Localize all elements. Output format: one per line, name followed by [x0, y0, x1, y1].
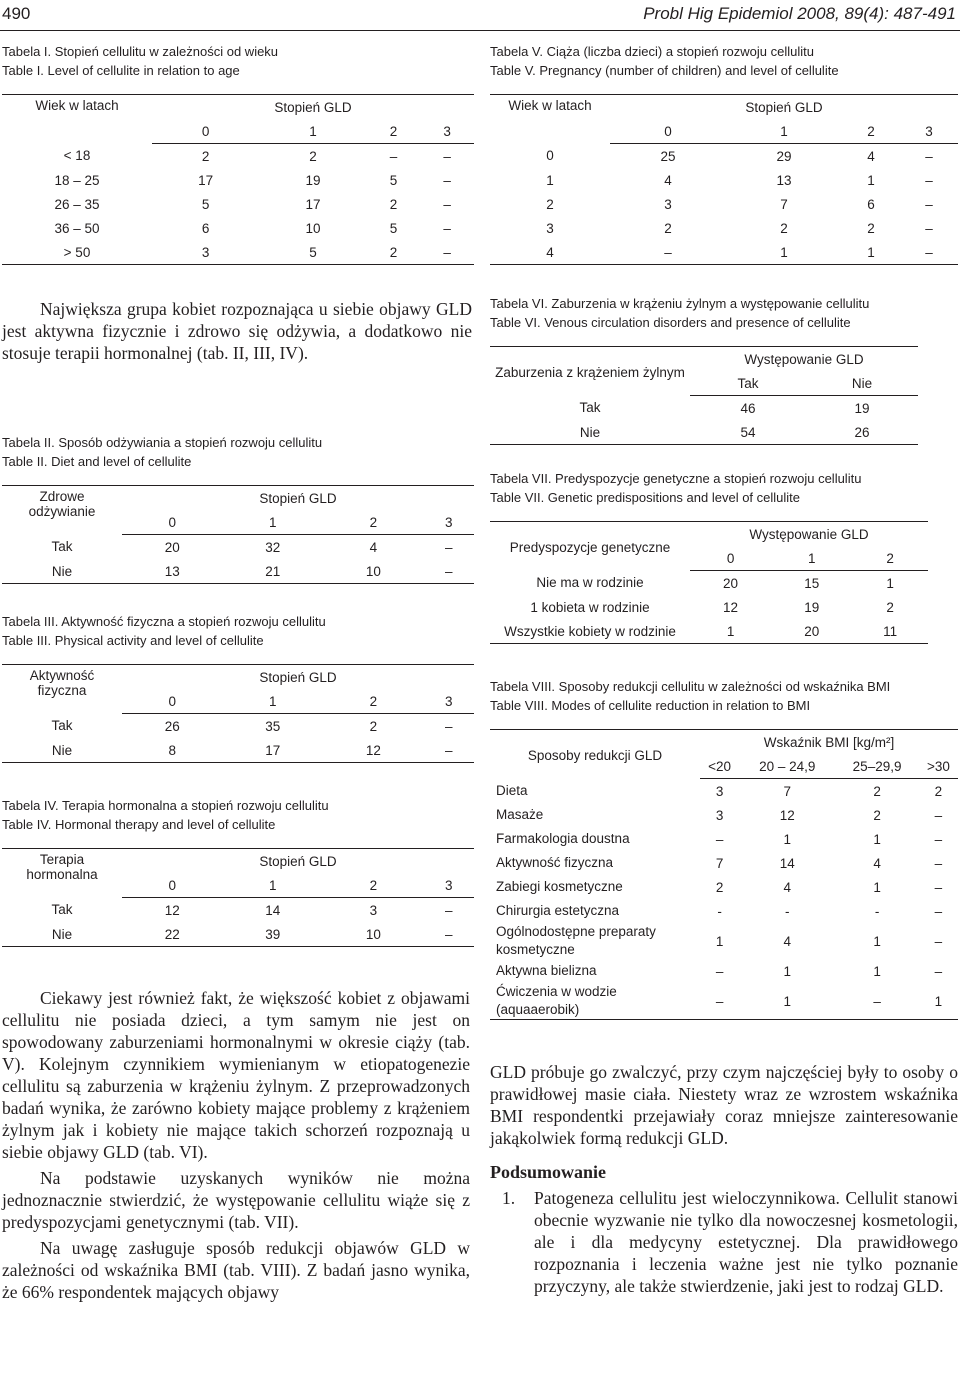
table-cell: – — [443, 172, 451, 188]
table-row — [2, 216, 474, 240]
table-cell: 7 — [715, 855, 724, 871]
table-cell: 1 — [873, 879, 881, 895]
table-cell: 10 — [323, 559, 424, 584]
table-cell: 3 — [152, 240, 259, 265]
row-header-cell: Sposoby redukcji GLD — [527, 748, 663, 764]
list-number: 1. — [502, 1188, 516, 1208]
table-row — [490, 779, 958, 804]
table-cell: 17 — [223, 738, 324, 763]
table-cell: 6 — [201, 220, 210, 236]
table-cell: 25 — [660, 148, 676, 164]
table-cell: 1 kobieta w rodzinie — [530, 599, 650, 615]
table-4 — [2, 848, 474, 947]
header-row — [2, 849, 474, 874]
table-cell: 4 — [490, 240, 610, 265]
table-row — [2, 559, 474, 584]
table-cell: 1 — [715, 933, 724, 949]
table-cell: 5 — [389, 172, 398, 188]
table-cell: – — [715, 831, 724, 847]
table-cell: 10 — [305, 220, 321, 236]
table-row — [2, 144, 474, 169]
table-cell: – — [420, 240, 474, 265]
table-cell: 7 — [783, 783, 792, 799]
table-cell: – — [424, 922, 474, 947]
table-cell: 26 — [164, 718, 180, 734]
table-cell: – — [715, 963, 724, 979]
table-cell: – — [835, 983, 918, 1020]
subheader-cell: 0 — [610, 119, 726, 144]
column-header-line: Aktywność — [29, 668, 95, 683]
table-cell: 21 — [223, 559, 324, 584]
page-number: 490 — [2, 4, 31, 23]
table-cell: 26 – 35 — [54, 196, 100, 212]
table-cell: 3 — [546, 220, 554, 236]
table-3-caption-en: Table III. Physical activity and level of cellulite — [2, 633, 264, 648]
paragraph-text: Największa grupa kobiet rozpoznająca u siebie objawy GLD jest aktywna fizycznie i zdrowo się odżywia, a dodatkowo nie stosuje terapii hormonalnej (tab. II, III, IV). — [2, 299, 472, 363]
table-6 — [490, 346, 918, 445]
column-header-line: Zdrowe — [39, 489, 85, 504]
row-header-cell: Wiek w latach — [35, 98, 119, 113]
table-cell: 20 — [723, 575, 739, 591]
paragraph-text: Na uwagę zasługuje sposób redukcji objawów GLD w zależności od wskaźnika BMI (tab. VIII). Z badań jasno wynika, że 66% respondentek mających objawy — [2, 1238, 470, 1302]
subheader-cell: 1 — [223, 873, 324, 898]
table-cell: 3 — [715, 807, 724, 823]
row-header-cell: Wiek w latach — [508, 98, 592, 113]
group-header-cell: Stopień GLD — [259, 669, 337, 685]
table-cell: – — [925, 172, 933, 188]
column-header-line: odżywianie — [28, 504, 96, 519]
subheader-cell: 2 — [323, 689, 424, 714]
table-cell: 2 — [201, 148, 210, 164]
header-row — [2, 665, 474, 690]
subheader-cell: 0 — [690, 546, 771, 571]
section-heading: Podsumowanie — [490, 1162, 607, 1182]
table-cell: 14 — [779, 855, 795, 871]
table-cell: 3 — [664, 196, 672, 212]
subheader-cell: 2 — [323, 873, 424, 898]
table-cell: 2 — [873, 783, 881, 799]
table-cell: 4 — [873, 855, 881, 871]
table-cell: – — [934, 855, 943, 871]
left-body-text — [2, 987, 470, 1303]
summary-list-item — [490, 1187, 958, 1297]
table-cell: – — [445, 718, 453, 734]
table-cell: 3 — [369, 902, 378, 918]
table-3-caption-pl: Tabela III. Aktywność fizyczna a stopień rozwoju cellulitu — [2, 614, 326, 629]
table-cell: 18 – 25 — [54, 172, 100, 188]
table-cell: 1 — [783, 963, 792, 979]
table-cell: 20 — [771, 619, 852, 644]
table-cell: 8 — [122, 738, 223, 763]
column-header-line: Terapia — [39, 852, 85, 867]
table-cell: Tak — [579, 400, 601, 416]
table-3-block — [2, 612, 474, 763]
table-cell: 39 — [223, 922, 324, 947]
table-cell: – — [925, 148, 933, 164]
group-header-cell: Stopień GLD — [259, 853, 337, 869]
table-cell: 1 — [842, 240, 900, 265]
table-cell: 1 — [546, 172, 554, 188]
subheader-cell: 25–29,9 — [835, 754, 918, 779]
table-6-block — [490, 294, 918, 445]
table-cell: 4 — [369, 539, 378, 555]
table-8-block — [490, 677, 958, 1020]
right-body-text — [490, 1061, 958, 1297]
table-row — [490, 192, 958, 216]
table-4-caption-pl: Tabela IV. Terapia hormonalna a stopień rozwoju cellulitu — [2, 798, 329, 813]
table-cell: 26 — [806, 420, 918, 445]
table-cell: 2 — [934, 783, 943, 799]
table-cell: 2 — [886, 599, 894, 615]
table-cell: Aktywna bielizna — [496, 963, 597, 978]
table-1 — [2, 94, 474, 265]
table-5-caption-en: Table V. Pregnancy (number of children) and level of cellulite — [490, 63, 839, 78]
table-cell: 12 — [164, 902, 180, 918]
row-header-cell: Zaburzenia z krążeniem żylnym — [495, 365, 685, 381]
header-row — [490, 347, 918, 372]
subheader-cell: >30 — [919, 754, 958, 779]
table-cell: – — [925, 220, 933, 236]
group-header-cell: Stopień GLD — [745, 99, 823, 115]
table-cell: Chirurgia estetyczna — [496, 903, 620, 918]
table-cell: Nie — [490, 420, 690, 445]
table-cell: 10 — [323, 922, 424, 947]
table-cell: – — [443, 196, 451, 212]
header-row — [2, 486, 474, 511]
table-8-caption-en: Table VIII. Modes of cellulite reduction in relation to BMI — [490, 698, 811, 713]
table-cell: – — [389, 148, 398, 164]
table-row — [2, 168, 474, 192]
subheader-cell: Tak — [690, 371, 806, 396]
table-row — [490, 803, 958, 827]
table-cell: 17 — [305, 196, 321, 212]
group-header-cell: Występowanie GLD — [744, 351, 864, 367]
table-cell: Aktywność fizyczna — [496, 855, 614, 870]
table-row — [2, 192, 474, 216]
table-cell: 6 — [867, 196, 875, 212]
table-cell: – — [934, 879, 943, 895]
paragraph-text: Ciekawy jest również fakt, że większość kobiet z objawami cellulitu nie posiada dzieci, a tym samym nie jest on spowodowany zaburzeniami hormonalnymi w okresie ciąży (tab. V). Kolejnym czynnikiem wymienianym w etiopatogenezie cellulitu są zaburzenia w krążeniu żylnym. Z przeprowadzonych badań wynika, że zarówno kobiety mające problemy z krążeniem żylnym jak i kobiety nie mające takich schorzeń rozpoznają u siebie objawy GLD (tab. VI). — [2, 988, 470, 1162]
table-cell: – — [443, 220, 451, 236]
table-row — [490, 240, 958, 265]
subheader-cell: 0 — [122, 689, 223, 714]
table-cell: Nie — [2, 559, 122, 584]
table-row — [2, 240, 474, 265]
table-cell: Tak — [51, 539, 73, 555]
table-cell: 2 — [389, 196, 398, 212]
table-4-caption-en: Table IV. Hormonal therapy and level of cellulite — [2, 817, 276, 832]
table-cell: 2 — [780, 220, 788, 236]
table-cell: Wszystkie kobiety w rodzinie — [490, 619, 690, 644]
table-row — [2, 738, 474, 763]
column-header-line: fizyczna — [37, 683, 87, 698]
subheader-cell: 3 — [420, 119, 474, 144]
subheader-cell: 0 — [152, 119, 259, 144]
subheader-cell: 3 — [424, 689, 474, 714]
table-8-caption-pl: Tabela VIII. Sposoby redukcji cellulitu w zależności od wskaźnika BMI — [490, 679, 891, 694]
table-row — [490, 595, 928, 619]
table-cell: 1 — [739, 983, 835, 1020]
table-7 — [490, 521, 928, 644]
table-cell: Tak — [51, 902, 73, 918]
table-cell: 22 — [122, 922, 223, 947]
table-7-block — [490, 469, 928, 644]
row-header-cell: Predyspozycje genetyczne — [509, 540, 671, 556]
table-cell: Tak — [51, 718, 73, 734]
table-5-caption-pl: Tabela V. Ciąża (liczba dzieci) a stopień rozwoju cellulitu — [490, 44, 814, 59]
table-row — [490, 851, 958, 875]
table-4-block — [2, 796, 474, 947]
page-header — [0, 0, 960, 31]
table-cell: – — [700, 983, 739, 1020]
subheader-cell: 3 — [900, 119, 958, 144]
table-cell: – — [934, 933, 943, 949]
table-cell: – — [925, 196, 933, 212]
table-cell: < 18 — [63, 148, 91, 164]
table-cell: 46 — [740, 400, 756, 416]
table-2-block — [2, 433, 474, 584]
table-cell: > 50 — [2, 240, 152, 265]
table-1-caption-pl: Tabela I. Stopień cellulitu w zależności od wieku — [2, 44, 279, 59]
table-cell: 4 — [867, 148, 875, 164]
table-row — [490, 216, 958, 240]
subheader-cell: 3 — [424, 510, 474, 535]
row-header-cell — [2, 849, 122, 898]
table-cell: – — [445, 539, 453, 555]
table-cell: 5 — [259, 240, 366, 265]
group-header-cell: Wskaźnik BMI [kg/m²] — [763, 734, 895, 750]
subheader-cell: 20 – 24,9 — [739, 754, 835, 779]
subheader-cell: 1 — [223, 689, 324, 714]
table-cell: 15 — [804, 575, 820, 591]
journal-citation: Probl Hig Epidemiol 2008, 89(4): 487-491 — [643, 4, 956, 23]
table-cell: - — [717, 903, 722, 919]
subheader-cell: 1 — [726, 119, 842, 144]
table-row — [490, 827, 958, 851]
table-row — [490, 168, 958, 192]
table-1-caption-en: Table I. Level of cellulite in relation to age — [2, 63, 240, 78]
table-7-caption-en: Table VII. Genetic predispositions and level of cellulite — [490, 490, 801, 505]
table-cell: Ćwiczenia w wodzie (aquaaerobik) — [490, 983, 700, 1020]
table-cell: 54 — [690, 420, 806, 445]
table-cell: 3 — [715, 783, 724, 799]
table-cell: 4 — [783, 879, 792, 895]
subheader-cell: 0 — [122, 510, 223, 535]
table-3 — [2, 664, 474, 763]
table-cell: 12 — [723, 599, 739, 615]
group-header-cell: Stopień GLD — [259, 490, 337, 506]
table-cell: – — [934, 903, 943, 919]
group-header-cell: Występowanie GLD — [749, 526, 869, 542]
header-row — [2, 95, 474, 120]
subheader-cell: 2 — [842, 119, 900, 144]
subheader-cell: 0 — [122, 873, 223, 898]
table-cell: 1 — [726, 240, 842, 265]
subheader-cell: 3 — [424, 873, 474, 898]
table-cell: 1 — [873, 963, 881, 979]
table-cell: 5 — [389, 220, 398, 236]
table-cell: 1 — [867, 172, 875, 188]
table-cell: – — [900, 240, 958, 265]
table-row — [490, 923, 958, 959]
table-cell: 13 — [122, 559, 223, 584]
row-header-cell — [2, 486, 122, 535]
table-cell: 2 — [367, 240, 421, 265]
table-cell: – — [934, 831, 943, 847]
header-row — [490, 522, 928, 547]
table-cell: 1 — [873, 933, 881, 949]
table-5 — [490, 94, 958, 265]
table-cell: 2 — [715, 879, 724, 895]
table-cell: 29 — [776, 148, 792, 164]
table-2 — [2, 485, 474, 584]
subheader-cell: 2 — [852, 546, 928, 571]
table-row — [490, 396, 918, 421]
table-row — [490, 899, 958, 923]
table-cell: 5 — [201, 196, 210, 212]
table-cell: 0 — [546, 148, 554, 164]
table-2-caption-en: Table II. Diet and level of cellulite — [2, 454, 192, 469]
table-cell: – — [610, 240, 726, 265]
table-cell: Nie ma w rodzinie — [536, 575, 644, 591]
table-6-caption-en: Table VI. Venous circulation disorders and presence of cellulite — [490, 315, 851, 330]
table-cell: 2 — [369, 718, 378, 734]
table-row — [2, 922, 474, 947]
table-cell: 2 — [546, 196, 554, 212]
table-cell: Nie — [2, 922, 122, 947]
table-cell: - — [785, 903, 790, 919]
table-cell: Dieta — [496, 782, 528, 798]
table-row — [490, 875, 958, 899]
table-row — [2, 535, 474, 560]
table-cell: 1 — [919, 983, 958, 1020]
table-row — [2, 898, 474, 923]
table-cell: – — [424, 738, 474, 763]
table-row — [490, 420, 918, 445]
table-cell: 1 — [886, 575, 894, 591]
table-row — [490, 983, 958, 1020]
subheader-cell: 1 — [771, 546, 852, 571]
table-cell: 4 — [664, 172, 672, 188]
table-row — [490, 571, 928, 596]
paragraph-text: Na podstawie uzyskanych wyników nie można jednoznacznie stwierdzić, że występowanie cellulitu wiąże się z predyspozycjami genetycznymi (tab. VII). — [2, 1168, 470, 1232]
table-cell: 2 — [309, 148, 317, 164]
table-1-block — [2, 42, 474, 265]
table-cell: 19 — [804, 599, 820, 615]
subheader-cell: Nie — [806, 371, 918, 396]
table-cell: 1 — [873, 831, 881, 847]
table-row — [2, 714, 474, 739]
table-cell: – — [443, 148, 451, 164]
subheader-cell: <20 — [700, 754, 739, 779]
table-cell: 2 — [867, 220, 875, 236]
row-header-cell — [2, 665, 122, 714]
table-row — [490, 959, 958, 983]
table-cell: – — [445, 902, 453, 918]
table-cell: 12 — [779, 807, 795, 823]
table-cell: 2 — [664, 220, 672, 236]
table-cell: 35 — [265, 718, 281, 734]
table-cell: 19 — [854, 400, 870, 416]
column-header-line: hormonalna — [26, 867, 98, 882]
table-cell: 2 — [873, 807, 881, 823]
subheader-cell: 1 — [223, 510, 324, 535]
table-cell: 32 — [265, 539, 281, 555]
list-item-text: Patogeneza cellulitu jest wieloczynnikowa. Cellulit stanowi obecnie wyzwanie nie tylko dla nowoczesnej kosmetologii, ale i dla medycyny estetycznej. Dla prawidłowego rozpoznania i leczenia ważne jest nie tylko poznanie przyczyny, ale także stwierdzenie, jaki jest to rodzaj GLD. — [534, 1188, 958, 1296]
table-cell: – — [934, 963, 943, 979]
subheader-cell: 2 — [323, 510, 424, 535]
table-cell: – — [934, 807, 943, 823]
table-cell: Zabiegi kosmetyczne — [496, 879, 623, 894]
table-cell: 7 — [780, 196, 788, 212]
table-row — [490, 144, 958, 169]
table-cell: 1 — [783, 831, 792, 847]
table-8 — [490, 729, 958, 1020]
paragraph-intro — [2, 298, 472, 364]
table-cell: 12 — [323, 738, 424, 763]
table-cell: Nie — [2, 738, 122, 763]
table-2-caption-pl: Tabela II. Sposób odżywiania a stopień rozwoju cellulitu — [2, 435, 323, 450]
subheader-cell: 1 — [259, 119, 366, 144]
header-row — [490, 95, 958, 120]
table-cell: 20 — [164, 539, 180, 555]
group-header-cell: Stopień GLD — [274, 99, 352, 115]
table-cell: 11 — [852, 619, 928, 644]
table-cell: 13 — [776, 172, 792, 188]
table-cell: Masaże — [496, 807, 544, 822]
table-cell: – — [424, 559, 474, 584]
table-7-caption-pl: Tabela VII. Predyspozycje genetyczne a stopień rozwoju cellulitu — [490, 471, 862, 486]
header-row — [490, 730, 958, 755]
paragraph-text: GLD próbuje go zwalczyć, przy czym najczęściej były to osoby o prawidłowej masie ciała. Niestety wraz ze wzrostem wskaźnika BMI respondentki przejawiały coraz mniejsze zainteresowanie jakąkolwiek formą redukcji GLD. — [490, 1062, 958, 1148]
table-cell: 14 — [265, 902, 281, 918]
table-row — [490, 619, 928, 644]
table-cell: 4 — [783, 933, 792, 949]
table-cell: - — [874, 903, 880, 919]
table-cell: Farmakologia doustna — [496, 831, 630, 846]
subheader-cell: 2 — [367, 119, 421, 144]
table-cell: 19 — [305, 172, 321, 188]
table-cell: 17 — [198, 172, 214, 188]
table-5-block — [490, 42, 958, 265]
table-cell: 36 – 50 — [54, 220, 100, 236]
table-6-caption-pl: Tabela VI. Zaburzenia w krążeniu żylnym a występowanie cellulitu — [490, 296, 870, 311]
table-cell: Ogólnodostępne preparaty kosmetyczne — [496, 924, 656, 957]
table-cell: 1 — [690, 619, 771, 644]
